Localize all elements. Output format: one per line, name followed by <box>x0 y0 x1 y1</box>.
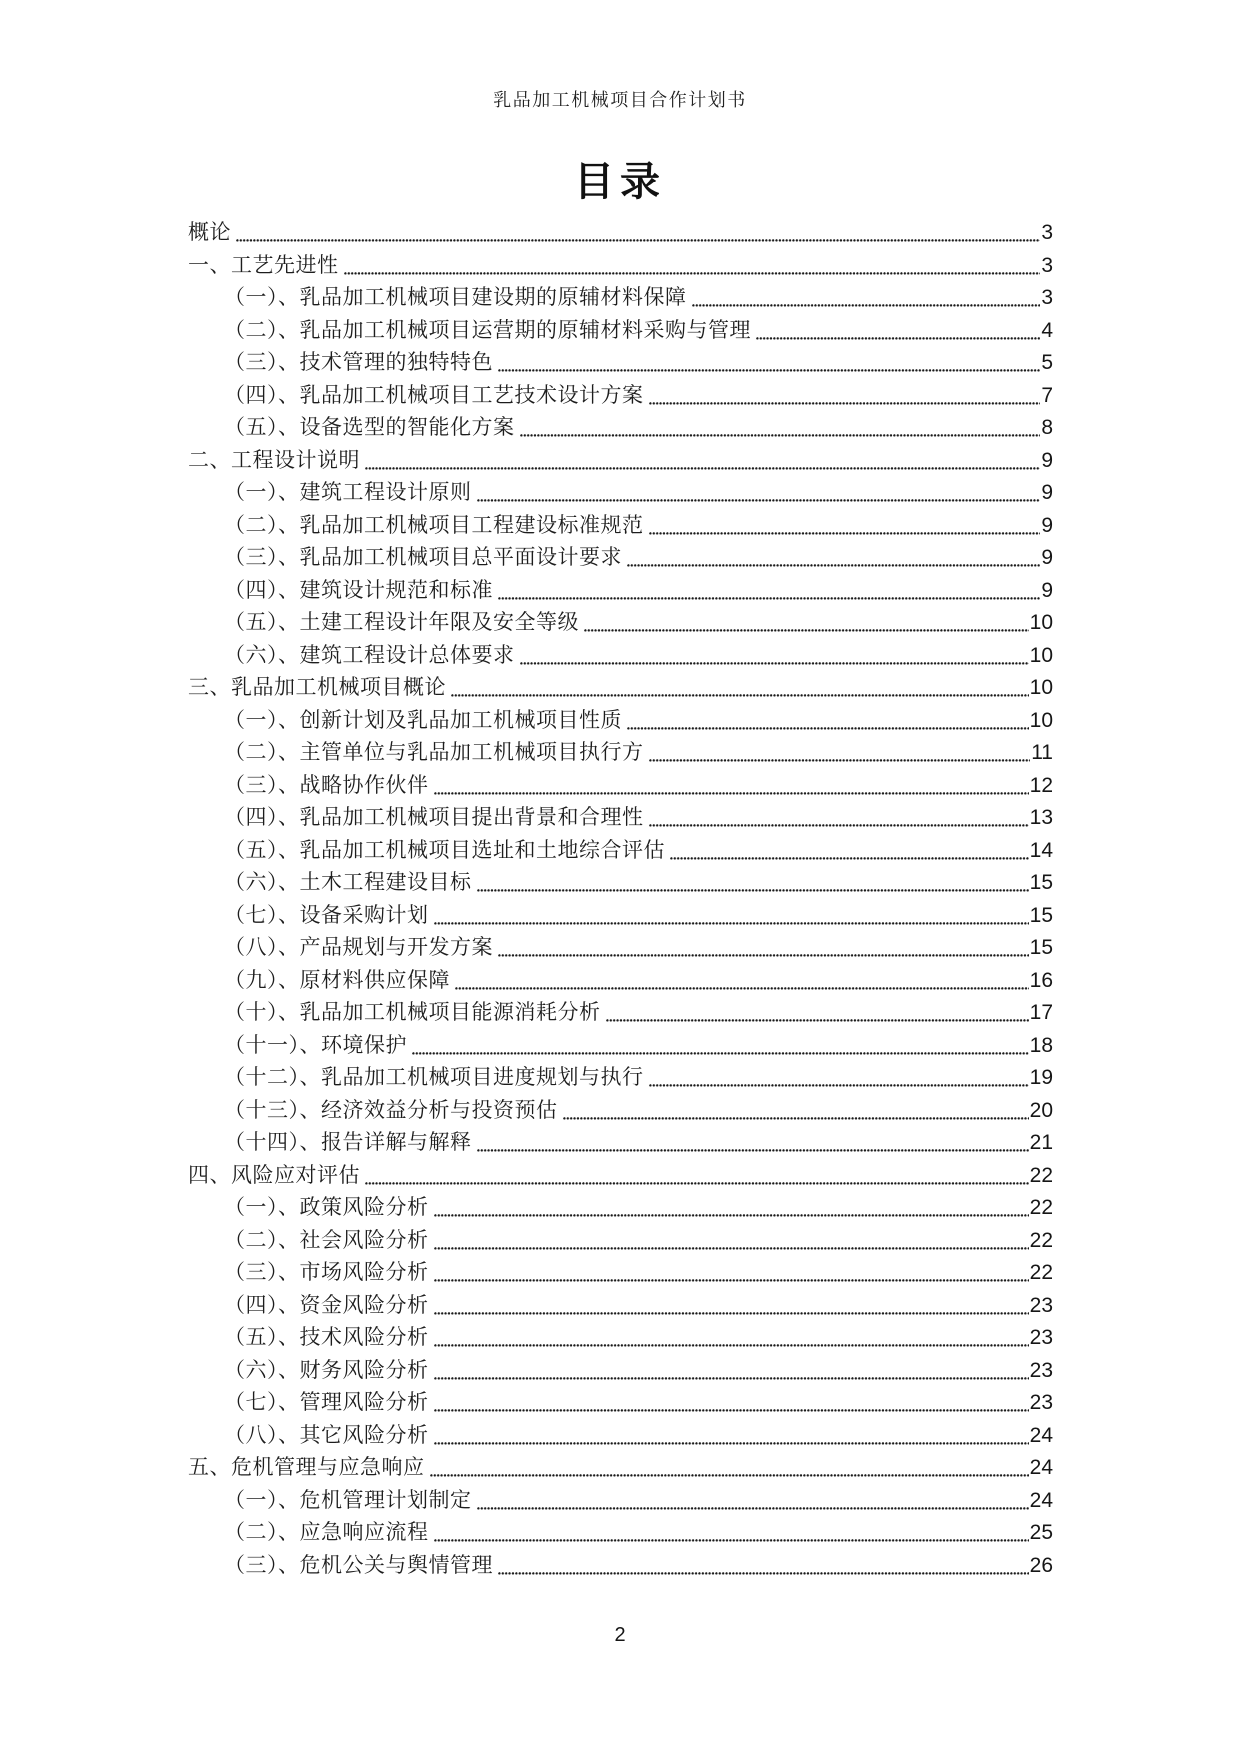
toc-entry-label: （六）、建筑工程设计总体要求 <box>224 642 515 667</box>
toc-entry-page-number: 15 <box>1029 936 1053 959</box>
toc-entry-label: （二）、乳品加工机械项目工程建设标准规范 <box>224 512 644 537</box>
toc-entry-label: （一）、建筑工程设计原则 <box>224 480 472 504</box>
toc-entry-page-number: 9 <box>1041 546 1053 569</box>
dot-leader <box>365 1182 1029 1185</box>
toc-entry-page-number: 9 <box>1041 481 1053 504</box>
table-of-contents <box>188 216 1053 1581</box>
dot-leader <box>477 1149 1029 1152</box>
toc-entry-label: （二）、主管单位与乳品加工机械项目执行方 <box>224 740 644 764</box>
toc-entry-page-number: 12 <box>1029 773 1053 797</box>
toc-entry[interactable] <box>188 1289 1053 1322</box>
toc-entry[interactable] <box>188 541 1053 574</box>
toc-entry[interactable] <box>188 1354 1053 1387</box>
toc-entry-page-number: 15 <box>1029 871 1053 894</box>
dot-leader <box>520 662 1029 665</box>
dot-leader <box>434 1377 1029 1380</box>
toc-entry[interactable] <box>188 281 1053 314</box>
dot-leader <box>451 694 1029 697</box>
toc-entry-label: （三）、危机公关与舆情管理 <box>224 1552 493 1577</box>
toc-entry-page-number: 5 <box>1041 351 1053 374</box>
dot-leader <box>498 597 1040 600</box>
toc-entry-page-number: 23 <box>1029 1293 1053 1317</box>
dot-leader <box>584 629 1029 632</box>
toc-entry-label: （三）、市场风险分析 <box>224 1260 429 1284</box>
toc-entry-label: （三）、战略协作伙伴 <box>224 772 429 797</box>
dot-leader <box>498 369 1040 372</box>
toc-entry-page-number: 23 <box>1029 1391 1053 1414</box>
toc-entry[interactable] <box>188 606 1053 639</box>
toc-entry[interactable] <box>188 249 1053 282</box>
toc-entry-label: （三）、技术管理的独特特色 <box>224 350 493 374</box>
toc-entry[interactable] <box>188 1321 1053 1354</box>
toc-entry[interactable] <box>188 1484 1053 1517</box>
dot-leader <box>344 272 1041 275</box>
toc-entry-page-number: 18 <box>1029 1033 1053 1057</box>
toc-entry[interactable] <box>188 834 1053 867</box>
toc-entry-page-number: 22 <box>1029 1228 1053 1252</box>
toc-entry-label: （五）、设备选型的智能化方案 <box>224 415 515 439</box>
dot-leader <box>434 1214 1029 1217</box>
toc-entry-page-number: 14 <box>1029 838 1053 862</box>
toc-entry[interactable] <box>188 931 1053 964</box>
toc-entry-label: （十二）、乳品加工机械项目进度规划与执行 <box>224 1065 644 1089</box>
toc-entry-page-number: 15 <box>1029 903 1053 927</box>
toc-entry-label: 三、乳品加工机械项目概论 <box>188 675 446 699</box>
toc-entry-page-number: 10 <box>1029 611 1053 634</box>
toc-entry-page-number: 22 <box>1029 1163 1053 1187</box>
toc-entry[interactable] <box>188 1159 1053 1192</box>
toc-entry[interactable] <box>188 1094 1053 1127</box>
toc-entry[interactable] <box>188 1061 1053 1094</box>
toc-entry-label: （二）、应急响应流程 <box>224 1520 429 1544</box>
dot-leader <box>606 1019 1029 1022</box>
toc-entry-label: （五）、土建工程设计年限及安全等级 <box>224 610 579 634</box>
toc-entry[interactable] <box>188 964 1053 997</box>
toc-entry-page-number: 24 <box>1029 1456 1053 1479</box>
toc-entry[interactable] <box>188 379 1053 412</box>
toc-entry-page-number: 9 <box>1041 578 1053 602</box>
toc-entry[interactable] <box>188 671 1053 704</box>
dot-leader <box>434 1279 1029 1282</box>
toc-entry-label: （三）、乳品加工机械项目总平面设计要求 <box>224 545 622 569</box>
page-number-footer: 2 <box>614 1624 626 1646</box>
toc-entry-page-number: 11 <box>1031 741 1053 764</box>
dot-leader <box>498 954 1029 957</box>
toc-entry[interactable] <box>188 1029 1053 1062</box>
toc-entry-label: （一）、创新计划及乳品加工机械项目性质 <box>224 707 622 732</box>
toc-entry-page-number: 26 <box>1029 1553 1053 1577</box>
toc-entry-label: （一）、乳品加工机械项目建设期的原辅材料保障 <box>224 285 687 309</box>
toc-entry[interactable] <box>188 996 1053 1029</box>
toc-entry[interactable] <box>188 1126 1053 1159</box>
toc-entry-label: （四）、资金风险分析 <box>224 1292 429 1317</box>
toc-entry-page-number: 16 <box>1029 968 1053 992</box>
toc-entry-page-number: 9 <box>1041 448 1053 472</box>
dot-leader <box>434 792 1029 795</box>
dot-leader <box>498 1572 1029 1575</box>
dot-leader <box>649 759 1031 762</box>
dot-leader <box>434 1442 1029 1445</box>
toc-entry-page-number: 22 <box>1029 1196 1053 1219</box>
toc-entry[interactable] <box>188 314 1053 347</box>
toc-entry-label: （四）、乳品加工机械项目工艺技术设计方案 <box>224 382 644 407</box>
dot-leader <box>563 1117 1029 1120</box>
toc-entry-page-number: 22 <box>1029 1261 1053 1284</box>
toc-entry-label: 四、风险应对评估 <box>188 1162 360 1187</box>
toc-entry-page-number: 10 <box>1029 708 1053 732</box>
dot-leader <box>520 434 1041 437</box>
toc-title: 目录 <box>574 159 666 204</box>
dot-leader <box>434 1344 1029 1347</box>
toc-entry-page-number: 7 <box>1041 383 1053 407</box>
toc-entry[interactable] <box>188 1516 1053 1549</box>
toc-entry[interactable] <box>188 216 1053 249</box>
dot-leader <box>434 1247 1029 1250</box>
toc-entry-page-number: 9 <box>1041 513 1053 537</box>
toc-entry-label: 一、工艺先进性 <box>188 252 339 277</box>
toc-entry-label: （五）、乳品加工机械项目选址和土地综合评估 <box>224 837 665 862</box>
dot-leader <box>649 532 1041 535</box>
dot-leader <box>455 987 1029 990</box>
dot-leader <box>236 239 1040 242</box>
toc-entry-label: （六）、土木工程建设目标 <box>224 870 472 894</box>
toc-entry[interactable] <box>188 899 1053 932</box>
toc-entry-label: （四）、建筑设计规范和标准 <box>224 577 493 602</box>
toc-entry-label: （七）、管理风险分析 <box>224 1390 429 1414</box>
toc-entry-label: （五）、技术风险分析 <box>224 1325 429 1349</box>
toc-entry[interactable] <box>188 1549 1053 1582</box>
toc-entry[interactable] <box>188 509 1053 542</box>
toc-entry[interactable] <box>188 1224 1053 1257</box>
dot-leader <box>434 922 1029 925</box>
toc-entry-label: 二、工程设计说明 <box>188 447 360 472</box>
dot-leader <box>430 1474 1029 1477</box>
toc-entry[interactable] <box>188 866 1053 899</box>
toc-entry-page-number: 3 <box>1041 286 1053 309</box>
dot-leader <box>477 889 1029 892</box>
toc-entry-label: （六）、财务风险分析 <box>224 1357 429 1382</box>
toc-entry-page-number: 19 <box>1029 1066 1053 1089</box>
toc-entry[interactable] <box>188 346 1053 379</box>
toc-entry-label: （九）、原材料供应保障 <box>224 967 450 992</box>
toc-entry[interactable] <box>188 1256 1053 1289</box>
toc-entry[interactable] <box>188 1451 1053 1484</box>
dot-leader <box>477 499 1041 502</box>
toc-entry-label: （十）、乳品加工机械项目能源消耗分析 <box>224 1000 601 1024</box>
toc-entry-page-number: 24 <box>1029 1488 1053 1512</box>
toc-entry-page-number: 3 <box>1041 221 1053 244</box>
dot-leader <box>365 467 1040 470</box>
toc-entry-page-number: 23 <box>1029 1326 1053 1349</box>
dot-leader <box>627 564 1040 567</box>
toc-entry-page-number: 3 <box>1041 253 1053 277</box>
toc-entry-label: 概论 <box>188 220 231 244</box>
toc-entry-label: （七）、设备采购计划 <box>224 902 429 927</box>
toc-entry-label: （四）、乳品加工机械项目提出背景和合理性 <box>224 805 644 829</box>
toc-entry-page-number: 17 <box>1029 1001 1053 1024</box>
toc-entry-label: （十四）、报告详解与解释 <box>224 1130 472 1154</box>
dot-leader <box>649 1084 1029 1087</box>
toc-entry-page-number: 25 <box>1029 1521 1053 1544</box>
toc-entry-label: （八）、产品规划与开发方案 <box>224 935 493 959</box>
toc-entry-page-number: 4 <box>1041 318 1053 342</box>
toc-entry[interactable] <box>188 769 1053 802</box>
toc-entry-page-number: 20 <box>1029 1098 1053 1122</box>
toc-entry-page-number: 21 <box>1029 1131 1053 1154</box>
toc-entry-label: （一）、危机管理计划制定 <box>224 1487 472 1512</box>
toc-entry-label: （一）、政策风险分析 <box>224 1195 429 1219</box>
dot-leader <box>670 857 1029 860</box>
toc-entry[interactable] <box>188 476 1053 509</box>
dot-leader <box>649 824 1029 827</box>
dot-leader <box>434 1409 1029 1412</box>
toc-entry-page-number: 10 <box>1029 643 1053 667</box>
dot-leader <box>756 337 1040 340</box>
dot-leader <box>412 1052 1029 1055</box>
dot-leader <box>477 1507 1029 1510</box>
toc-entry[interactable] <box>188 704 1053 737</box>
toc-entry[interactable] <box>188 411 1053 444</box>
dot-leader <box>649 402 1041 405</box>
toc-entry-page-number: 10 <box>1029 676 1053 699</box>
toc-entry[interactable] <box>188 1386 1053 1419</box>
toc-entry-page-number: 13 <box>1029 806 1053 829</box>
dot-leader <box>434 1312 1029 1315</box>
toc-entry[interactable] <box>188 639 1053 672</box>
dot-leader <box>692 304 1041 307</box>
toc-entry-label: （二）、社会风险分析 <box>224 1227 429 1252</box>
toc-entry-label: （十三）、经济效益分析与投资预估 <box>224 1097 558 1122</box>
toc-entry[interactable] <box>188 1419 1053 1452</box>
toc-entry-label: （八）、其它风险分析 <box>224 1422 429 1447</box>
dot-leader <box>434 1539 1029 1542</box>
document-header-title: 乳品加工机械项目合作计划书 <box>493 90 747 110</box>
toc-entry[interactable] <box>188 1191 1053 1224</box>
toc-entry[interactable] <box>188 801 1053 834</box>
toc-entry-label: 五、危机管理与应急响应 <box>188 1455 425 1479</box>
toc-entry-label: （二）、乳品加工机械项目运营期的原辅材料采购与管理 <box>224 317 751 342</box>
toc-entry[interactable] <box>188 736 1053 769</box>
toc-entry[interactable] <box>188 574 1053 607</box>
toc-entry-label: （十一）、环境保护 <box>224 1032 407 1057</box>
dot-leader <box>627 727 1029 730</box>
toc-entry-page-number: 24 <box>1029 1423 1053 1447</box>
toc-entry[interactable] <box>188 444 1053 477</box>
toc-entry-page-number: 23 <box>1029 1358 1053 1382</box>
toc-entry-page-number: 8 <box>1041 416 1053 439</box>
